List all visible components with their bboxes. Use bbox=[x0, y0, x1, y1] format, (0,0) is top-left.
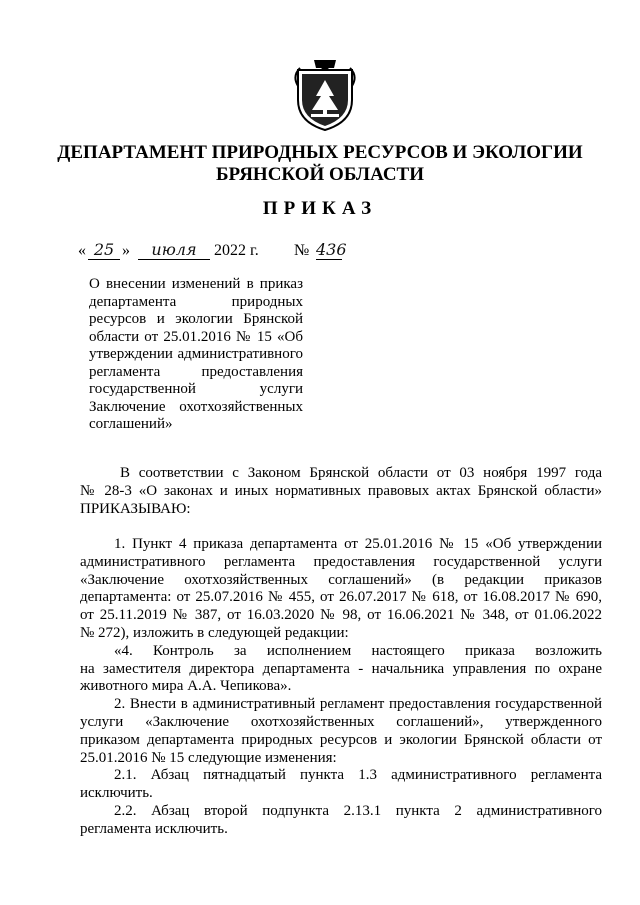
subject-line: соглашений» bbox=[89, 416, 173, 432]
item-1-line: административного регламента предоставления государственной услуги bbox=[80, 553, 602, 570]
preamble bbox=[80, 465, 602, 518]
item-2-line: 25.01.2016 № 15 следующие изменения: bbox=[80, 749, 337, 766]
item-2-line: услуги «Заключение охотхозяйственных соглашений», утвержденного bbox=[80, 713, 602, 730]
date-close-quote: » bbox=[122, 242, 130, 259]
subject-line: ресурсов и экологии Брянской bbox=[89, 311, 303, 327]
department-title-line1: ДЕПАРТАМЕНТ ПРИРОДНЫХ РЕСУРСОВ И ЭКОЛОГИИ bbox=[57, 142, 583, 163]
date-month-handwritten: июля bbox=[138, 240, 210, 260]
date-day-handwritten: 25 bbox=[88, 240, 120, 260]
item-1-line: от 25.11.2019 № 387, от 16.03.2020 № 98, от 16.06.2021 № 348, от 01.06.2022 bbox=[80, 607, 602, 624]
item-2-2-line: 2.2. Абзац второй подпункта 2.13.1 пункта 2 административного bbox=[114, 802, 602, 819]
department-title-line2: БРЯНСКОЙ ОБЛАСТИ bbox=[215, 164, 425, 185]
number-label: № bbox=[294, 242, 310, 259]
item-1-quote-line: «4. Контроль за исполнением настоящего приказа возложить bbox=[114, 642, 602, 659]
date-open-quote: « bbox=[78, 242, 86, 259]
subject-line: государственной услуги bbox=[89, 381, 303, 397]
date-year: 2022 г. bbox=[214, 242, 259, 259]
subject-line: регламента предоставления bbox=[89, 363, 303, 380]
order-subject bbox=[89, 276, 303, 434]
item-1-line: департамента: от 25.07.2016 № 455, от 26.07.2017 № 618, от 16.08.2017 № 690, bbox=[80, 589, 602, 606]
item-2-2-line: регламента исключить. bbox=[80, 820, 228, 837]
preamble-line: № 28-3 «О законах и иных нормативных правовых актах Брянской области» bbox=[80, 482, 602, 499]
item-2-1-line: 2.1. Абзац пятнадцатый пункта 1.3 административного регламента bbox=[114, 767, 602, 784]
subject-line: области от 25.01.2016 № 15 «Об bbox=[89, 328, 303, 345]
item-2-line: 2. Внести в административный регламент предоставления государственной bbox=[114, 696, 602, 713]
preamble-line: В соответствии с Законом Брянской области от 03 ноября 1997 года bbox=[120, 465, 602, 481]
document-type-title: ПРИКАЗ bbox=[262, 198, 378, 219]
item-2-1-line: исключить. bbox=[80, 785, 153, 802]
item-1-line: № 272), изложить в следующей редакции: bbox=[80, 624, 349, 641]
item-1-line: 1. Пункт 4 приказа департамента от 25.01.2016 № 15 «Об утверждении bbox=[114, 536, 602, 552]
order-number-handwritten: 436 bbox=[316, 240, 347, 259]
item-1-quote-line: животного мира А.А. Чепикова». bbox=[80, 678, 292, 695]
subject-line: департамента природных bbox=[89, 293, 303, 310]
subject-line: О внесении изменений в приказ bbox=[89, 276, 303, 292]
subject-line: Заключение охотхозяйственных bbox=[89, 398, 303, 415]
item-1-line: «Заключение охотхозяйственных соглашений» (в редакции приказов bbox=[80, 571, 602, 588]
coat-of-arms-emblem bbox=[294, 56, 356, 132]
subject-line: утверждении административного bbox=[89, 346, 303, 362]
date-number-line bbox=[78, 238, 398, 260]
item-1 bbox=[80, 536, 602, 839]
preamble-line: ПРИКАЗЫВАЮ: bbox=[80, 500, 191, 517]
item-2-line: приказом департамента природных ресурсов и экологии Брянской области от bbox=[80, 731, 602, 748]
item-1-quote-line: на заместителя директора департамента - начальника управления по охране bbox=[80, 660, 602, 677]
